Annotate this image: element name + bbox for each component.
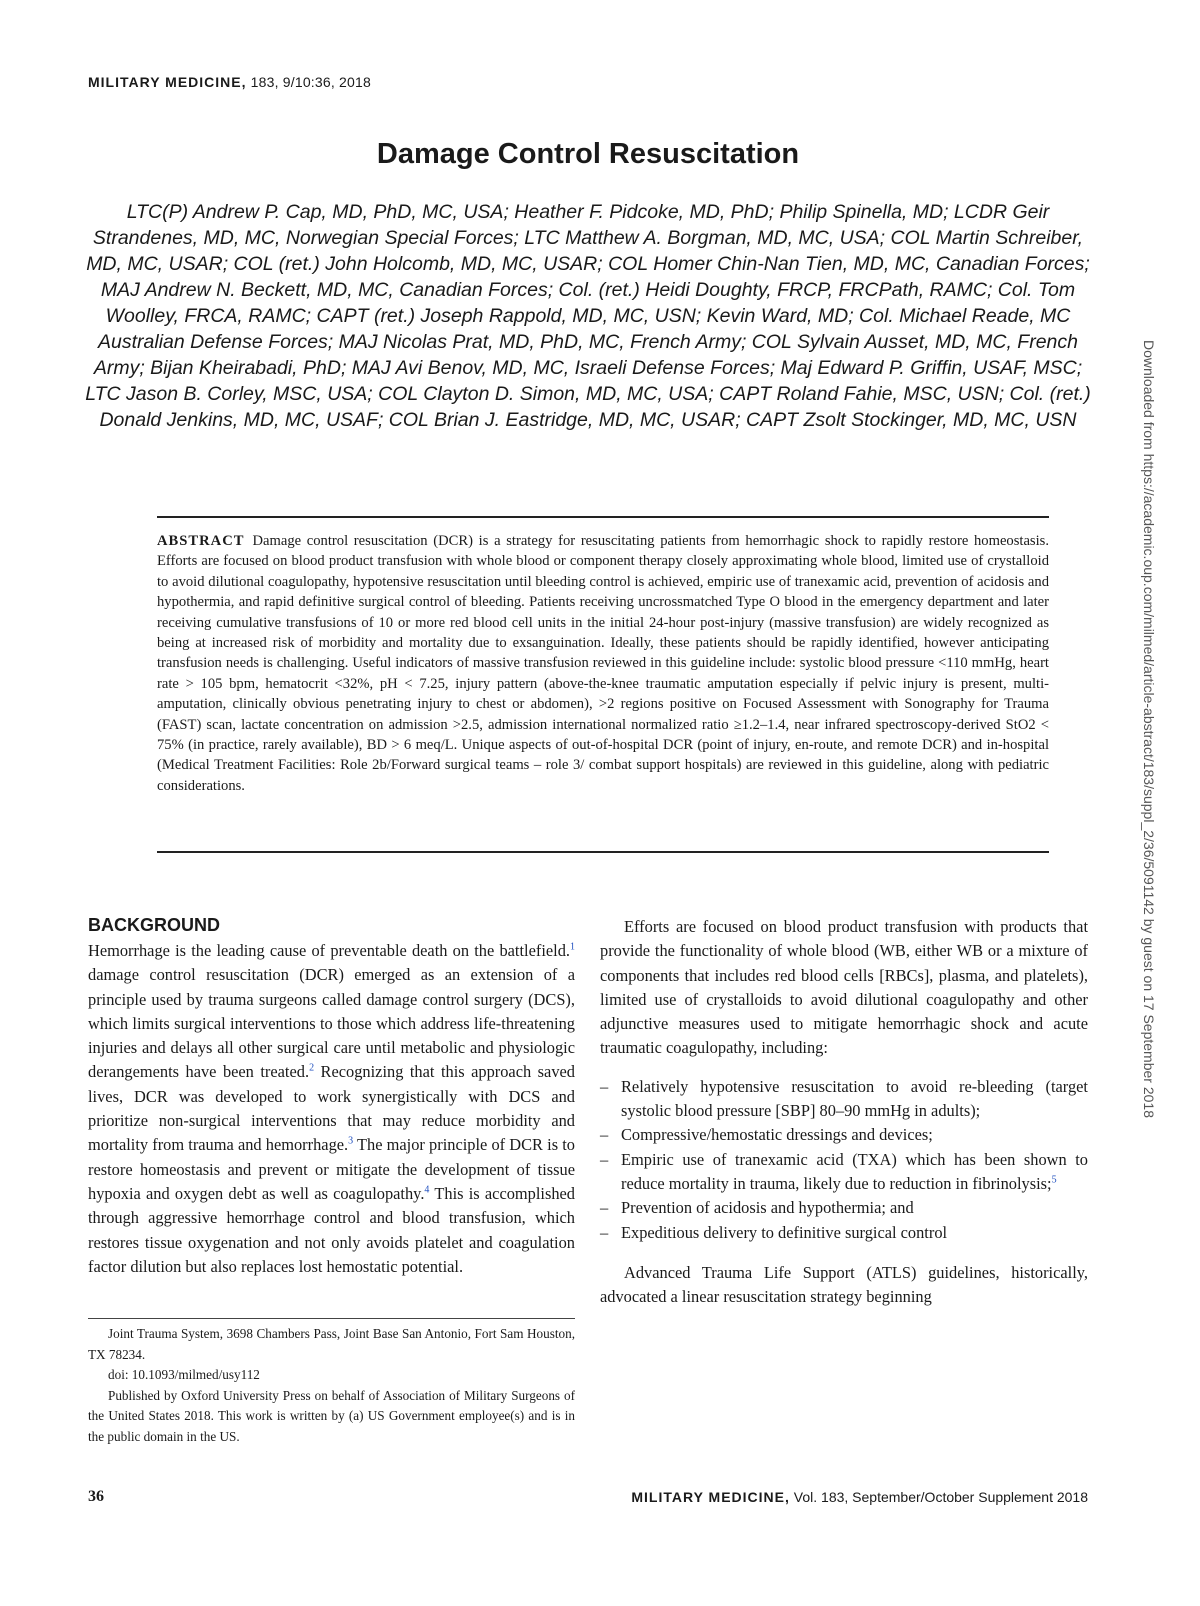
abstract-top-rule bbox=[157, 516, 1049, 518]
background-paragraph-1: Hemorrhage is the leading cause of preventable death on the battlefield.$^1$ damage control resuscitation (DCR) emerged as an extension of a principle used by trauma surgeons called damage control surgery (DCS), which limits surgical interventions to those which address life-threatening injuries and delays all other surgical care until metabolic and physiologic derangements have been treated.$^2$ Recognizing that this approach saved lives, DCR was developed to work synergistically with DCS and prioritize non-surgical interventions that may reduce morbidity and mortality from trauma and hemorrhage.$^3$ The major principle of DCR is to restore homeostasis and prevent or mitigate the development of tissue hypoxia and oxygen debt as well as coagulopathy.$^4$ This is accomplished through aggressive hemorrhage control and blood transfusion, which restores tissue oxygenation and not only avoids platelet and coagulation factor dilution but also replaces lost hemostatic potential. bbox=[88, 941, 576, 1276]
page-number: 36 bbox=[88, 1488, 104, 1505]
citation: 183, 9/10:36, 2018 bbox=[250, 74, 371, 90]
left-column bbox=[88, 913, 575, 1279]
author-list: LTC(P) Andrew P. Cap, MD, PhD, MC, USA; Heather F. Pidcoke, MD, PhD; Philip Spinella, MD; LCDR Geir Strandenes, MD, MC, Norwegian Special Forces; LTC Matthew A. Borgman, MD, MC, USA; COL Martin Schreiber, MD, MC, USAR; COL (ret.) John Holcomb, MD, MC, USAR; COL Homer Chin-Nan Tien, MD, MC, Canadian Forces; MAJ Andrew N. Beckett, MD, MC, Canadian Forces; Col. (ret.) Heidi Doughty, FRCP, FRCPath, RAMC; Col. Tom Woolley, FRCA, RAMC; CAPT (ret.) Joseph Rappold, MD, MC, USN; Kevin Ward, MD; Col. Michael Reade, MC Australian Defense Forces; MAJ Nicolas Prat, MD, PhD, MC, French Army; COL Sylvain Ausset, MD, MC, French Army; Bijan Kheirabadi, PhD; MAJ Avi Benov, MD, MC, Israeli Defense Forces; Maj Edward P. Griffin, USAF, MSC; LTC Jason B. Corley, MSC, USA; COL Clayton D. Simon, MD, MC, USA; CAPT Roland Fahie, MSC, USN; Col. (ret.) Donald Jenkins, MD, MC, USAF; COL Brian J. Eastridge, MD, MC, USAR; CAPT Zsolt Stockinger, MD, MC, USN bbox=[85, 201, 1091, 431]
abstract bbox=[157, 531, 1049, 796]
footnote-rule bbox=[88, 1318, 575, 1319]
footer-issue: Vol. 183, September/October Supplement 2018 bbox=[793, 1489, 1088, 1505]
reference-link-2[interactable]: 2 bbox=[309, 1063, 315, 1075]
list-item: – Relatively hypotensive resuscitation to avoid re-bleeding (target systolic blood pressure [SBP] 80–90 mmHg in adults); bbox=[600, 1076, 1088, 1121]
list-item: – Empiric use of tranexamic acid (TXA) which has been shown to reduce mortality in trauma, likely due to reduction in fibrinolysis;$^5$ bbox=[600, 1149, 1088, 1193]
list-item: – Compressive/hemostatic dressings and devices; bbox=[600, 1125, 933, 1145]
background-paragraph-3: Advanced Trauma Life Support (ATLS) guidelines, historically, advocated a linear resuscitation strategy beginning bbox=[600, 1262, 1088, 1307]
footnotes bbox=[88, 1324, 575, 1447]
footer-journal-name: MILITARY MEDICINE, bbox=[631, 1489, 790, 1505]
list-item: – Prevention of acidosis and hypothermia; and bbox=[600, 1198, 914, 1218]
right-column bbox=[600, 915, 1088, 1309]
journal-name: MILITARY MEDICINE, bbox=[88, 74, 247, 90]
article-title: Damage Control Resuscitation bbox=[376, 138, 800, 170]
abstract-label: ABSTRACT bbox=[157, 533, 245, 549]
list-item: – Expeditious delivery to definitive surgical control bbox=[600, 1222, 948, 1242]
reference-link-3[interactable]: 3 bbox=[348, 1135, 354, 1147]
reference-link-1[interactable]: 1 bbox=[570, 941, 575, 953]
running-footer bbox=[631, 1489, 1088, 1505]
abstract-bottom-rule bbox=[157, 851, 1049, 853]
running-header bbox=[88, 74, 371, 90]
reference-link-4[interactable]: 4 bbox=[424, 1184, 430, 1196]
affiliation-note: Joint Trauma System, 3698 Chambers Pass, Joint Base San Antonio, Fort Sam Houston, TX 78234. bbox=[88, 1326, 575, 1362]
copyright-note: Published by Oxford University Press on behalf of Association of Military Surgeons of the United States 2018. This work is written by (a) US Government employee(s) and is in the public domain in the US. bbox=[88, 1387, 575, 1444]
adjunctive-measures-list bbox=[600, 1075, 1088, 1245]
abstract-text: Damage control resuscitation (DCR) is a strategy for resuscitating patients from hemorrhagic shock to rapidly restore homeostasis. Efforts are focused on blood product transfusion with whole blood or component therapy closely approximating whole blood, limited use of crystalloid to avoid dilutional coagulopathy, hypotensive resuscitation until bleeding control is achieved, empiric use of tranexamic acid, prevention of acidosis and hypothermia, and rapid definitive surgical control of bleeding. Patients receiving uncrossmatched Type O blood in the emergency department and later receiving cumulative transfusions of 10 or more red blood cell units in the initial 24-hour post-injury (massive transfusion) are widely recognized as being at increased risk of morbidity and mortality due to exsanguination. Ideally, these patients should be rapidly identified, however anticipating transfusion needs is challenging. Useful indicators of massive transfusion reviewed in this guideline include: systolic blood pressure <110 mmHg, heart rate > 105 bpm, hematocrit <32%, pH < 7.25, injury pattern (above-the-knee traumatic amputation especially if pelvic injury is present, multi-amputation, clinically obvious penetrating injury to chest or abdomen), >2 regions positive on Focused Assessment with Sonography for Trauma (FAST) scan, lactate concentration on admission >2.5, admission international normalized ratio ≥1.2–1.4, near infrared spectroscopy-derived StO2 < 75% (in practice, rarely available), BD > 6 meq/L. Unique aspects of out-of-hospital DCR (point of injury, en-route, and remote DCR) and in-hospital (Medical Treatment Facilities: Role 2b/Forward surgical teams – role 3/ combat support hospitals) are reviewed in this guideline, along with pediatric considerations. bbox=[157, 533, 1049, 794]
section-heading-background: BACKGROUND bbox=[88, 915, 220, 935]
background-paragraph-2: Efforts are focused on blood product transfusion with products that provide the functionality of whole blood (WB, either WB or a mixture of components that includes red blood cells [RBCs], plasma, and platelets), limited use of crystalloids to avoid dilutional coagulopathy and other adjunctive measures used to mitigate hemorrhagic shock and acute traumatic coagulopathy, including: bbox=[600, 917, 1088, 1058]
doi-link[interactable]: doi: 10.1093/milmed/usy112 bbox=[108, 1367, 260, 1382]
reference-link-5[interactable]: 5 bbox=[1051, 1174, 1057, 1186]
download-watermark: Downloaded from https://academic.oup.com/milmed/article-abstract/183/suppl_2/36/5091142 by guest on 17 September 2018 bbox=[1141, 340, 1157, 1118]
